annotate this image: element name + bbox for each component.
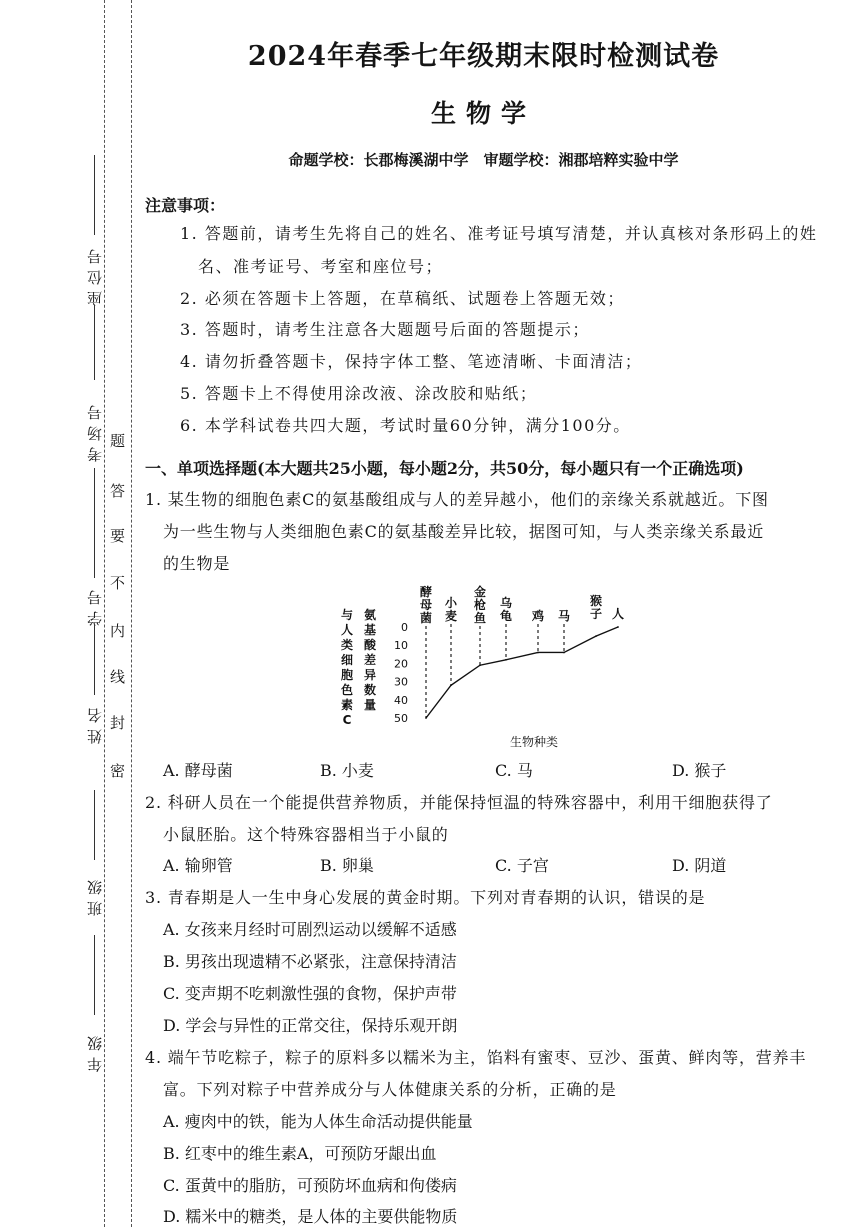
y-tick-label: 30 [394, 675, 408, 689]
data-point [425, 717, 427, 719]
class-label: 班级 [86, 874, 104, 916]
q1-option-c[interactable]: C. 马 [495, 761, 533, 780]
seal-char: 密 [110, 762, 126, 780]
exam-room-label: 考场号 [86, 399, 104, 462]
y-axis-title-char: 胞 [340, 668, 354, 682]
seal-char: 内 [110, 622, 126, 640]
category-label-char: 龟 [499, 609, 513, 623]
seal-char: 答 [110, 482, 126, 500]
notice-line: 4. 请勿折叠答题卡，保持字体工整、笔迹清晰、卡面清洁； [180, 352, 643, 371]
seat-number-label: 座位号 [86, 243, 104, 306]
notice-line: 5. 答题卡上不得使用涂改液、涂改胶和贴纸； [180, 384, 538, 403]
amino-acid-difference-chart [338, 578, 638, 753]
q3-option-d[interactable]: D. 学会与异性的正常交往，保持乐观开朗 [163, 1016, 458, 1035]
y-axis-title-char: 人 [340, 623, 354, 637]
category-label-char: 麦 [444, 609, 458, 623]
q1-option-a[interactable]: A. 酵母菌 [163, 761, 233, 780]
data-point [479, 664, 481, 666]
question-2-text: 2. 科研人员在一个能提供营养物质，并能保持恒温的特殊容器中，利用干细胞获得了 [145, 793, 773, 812]
guide-lines [426, 624, 564, 718]
q3-option-c[interactable]: C. 变声期不吃刺激性强的食物，保护声带 [163, 984, 457, 1003]
fold-line-inner [131, 0, 132, 1227]
y-axis-ticks [394, 621, 408, 725]
q4-option-d[interactable]: D. 糯米中的糖类，是人体的主要供能物质 [163, 1207, 458, 1226]
q3-option-b[interactable]: B. 男孩出现遗精不必紧张，注意保持清洁 [163, 952, 457, 971]
school-credits: 命题学校：长郡梅溪湖中学 审题学校：湘郡培粹实验中学 [288, 151, 679, 169]
y-axis-title-char: 酸 [363, 638, 377, 652]
category-label-char: 菌 [419, 611, 433, 625]
y-axis-title-char: 与 [340, 608, 354, 622]
subject-title: 生物学 [430, 99, 536, 128]
category-label-char: 母 [419, 598, 433, 612]
category-label-char: 乌 [499, 596, 513, 610]
y-axis-title-char: 色 [340, 683, 354, 697]
y-tick-label: 20 [394, 657, 408, 671]
grade-blank[interactable] [94, 935, 95, 1015]
category-label-char: 小 [444, 596, 458, 610]
category-label-char: 人 [611, 607, 625, 621]
q4-option-a[interactable]: A. 瘦肉中的铁，能为人体生命活动提供能量 [163, 1112, 473, 1131]
series-line [425, 626, 619, 719]
seal-char: 题 [110, 432, 126, 450]
seat-number-blank[interactable] [94, 155, 95, 235]
y-axis-title-char: 量 [363, 698, 377, 712]
category-label-char: 猴 [589, 594, 603, 608]
data-point [617, 626, 619, 628]
data-point [505, 659, 507, 661]
category-labels [420, 584, 624, 625]
class-blank[interactable] [94, 790, 95, 860]
grade-label: 年级 [86, 1030, 104, 1072]
name-blank[interactable] [94, 625, 95, 695]
y-axis-title-char: 类 [340, 638, 354, 652]
seal-char: 不 [110, 574, 126, 592]
x-axis-title: 生物种类 [509, 735, 559, 749]
seal-char: 线 [110, 668, 126, 686]
student-number-label: 学号 [86, 584, 104, 626]
data-point [595, 635, 597, 637]
question-1-text: 为一些生物与人类细胞色素C的氨基酸差异比较，据图可知，与人类亲缘关系最近 [163, 522, 765, 541]
question-1-text: 的生物是 [163, 554, 231, 573]
notice-line: 2. 必须在答题卡上答题，在草稿纸、试题卷上答题无效； [180, 289, 625, 308]
q2-option-a[interactable]: A. 输卵管 [163, 856, 233, 875]
q4-option-b[interactable]: B. 红枣中的维生素A，可预防牙龈出血 [163, 1144, 437, 1163]
y-axis-title-char: 异 [363, 668, 377, 682]
q1-option-d[interactable]: D. 猴子 [672, 761, 727, 780]
y-tick-label: 10 [394, 639, 408, 653]
q4-option-c[interactable]: C. 蛋黄中的脂肪，可预防坏血病和佝偻病 [163, 1176, 457, 1195]
seal-char: 封 [110, 714, 126, 732]
q2-option-b[interactable]: B. 卵巢 [320, 856, 374, 875]
y-tick-label: 0 [401, 621, 408, 634]
q2-option-c[interactable]: C. 子宫 [495, 856, 549, 875]
q2-option-d[interactable]: D. 阴道 [672, 856, 727, 875]
question-4-text: 富。下列对粽子中营养成分与人体健康关系的分析，正确的是 [163, 1080, 617, 1099]
series-polyline [426, 627, 618, 718]
data-point [563, 652, 565, 654]
category-label-char: 金 [473, 585, 487, 599]
q1-option-b[interactable]: B. 小麦 [320, 761, 374, 780]
category-label-char: 子 [589, 607, 603, 621]
category-label-char: 酵 [419, 585, 433, 599]
exam-title: 2024年春季七年级期末限时检测试卷 [247, 41, 720, 72]
y-axis-title [340, 607, 377, 727]
y-tick-label: 40 [394, 693, 408, 707]
name-label: 姓名 [86, 702, 104, 744]
student-number-blank[interactable] [94, 468, 95, 578]
section-heading: 一、单项选择题(本大题共25小题，每小题2分，共50分，每小题只有一个正确选项) [145, 459, 744, 478]
y-axis-title-char: 细 [340, 653, 354, 667]
category-label-char: 鸡 [531, 609, 545, 623]
seal-char: 要 [110, 527, 126, 545]
q3-option-a[interactable]: A. 女孩来月经时可剧烈运动以缓解不适感 [163, 920, 457, 939]
question-1-text: 1. 某生物的细胞色素C的氨基酸组成与人的差异越小，他们的亲缘关系就越近。下图 [145, 490, 769, 509]
notice-line: 1. 答题前，请考生先将自己的姓名、准考证号填写清楚，并认真核对条形码上的姓 [180, 224, 818, 243]
exam-room-blank[interactable] [94, 305, 95, 380]
y-axis-title-char: 基 [363, 623, 377, 637]
y-axis-title-char: 素 [340, 698, 354, 712]
notice-line: 名、准考证号、考室和座位号； [198, 257, 444, 276]
y-axis-title-char: 差 [363, 653, 377, 667]
category-label-char: 马 [557, 609, 571, 623]
y-axis-title-char: 氨 [363, 608, 377, 622]
category-label-char: 鱼 [473, 611, 487, 625]
data-point [450, 684, 452, 686]
category-label-char: 枪 [473, 598, 487, 612]
question-3-text: 3. 青春期是人一生中身心发展的黄金时期。下列对青春期的认识，错误的是 [145, 888, 706, 907]
notice-line: 6. 本学科试卷共四大题，考试时量60分钟，满分100分。 [180, 416, 631, 435]
data-point [537, 652, 539, 654]
question-4-text: 4. 端午节吃粽子，粽子的原料多以糯米为主，馅料有蜜枣、豆沙、蛋黄、鲜肉等，营养丰 [145, 1048, 807, 1067]
y-axis-title-char: 数 [363, 683, 377, 697]
y-axis-title-char: C [342, 713, 352, 727]
notice-heading: 注意事项： [145, 196, 226, 215]
y-tick-label: 50 [394, 712, 408, 725]
question-2-text: 小鼠胚胎。这个特殊容器相当于小鼠的 [163, 825, 449, 844]
notice-line: 3. 答题时，请考生注意各大题题号后面的答题提示； [180, 320, 590, 339]
